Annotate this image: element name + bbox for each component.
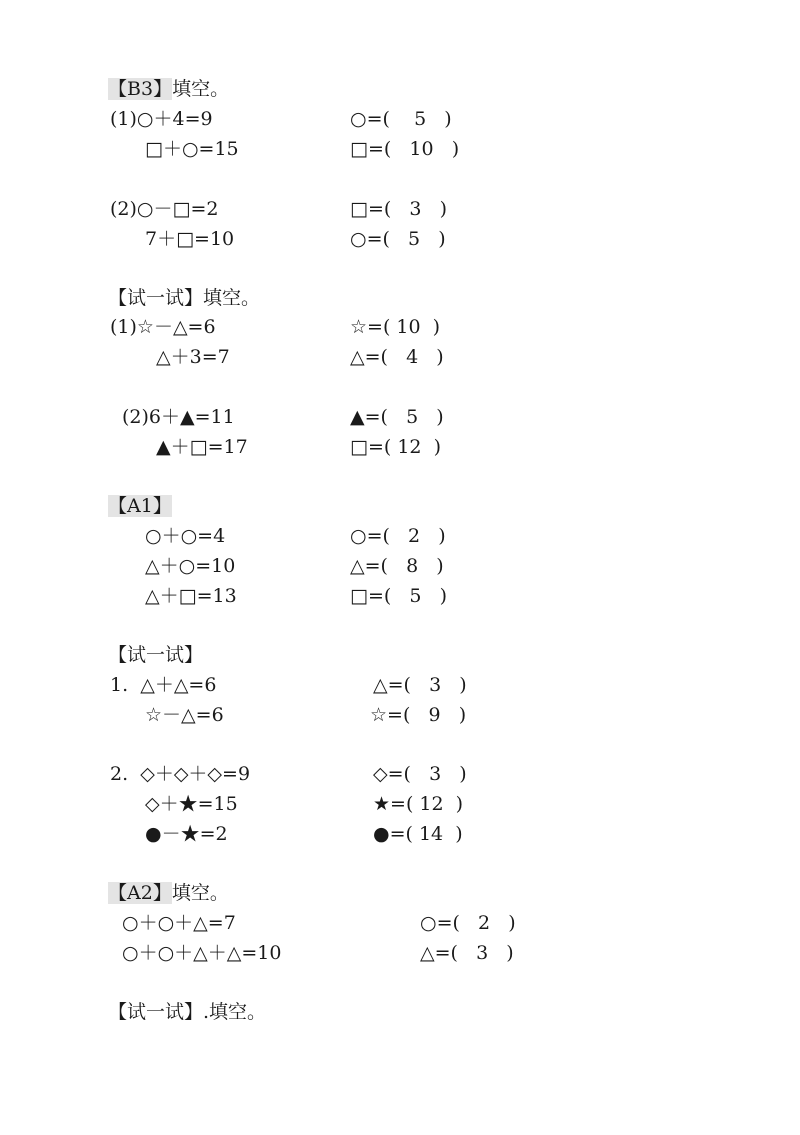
equation: ◇＋★=15 [145, 793, 238, 815]
answer: ○=( 2 ) [420, 912, 516, 934]
equation: △＋○=10 [145, 555, 236, 577]
equation: 7＋□=10 [145, 228, 235, 250]
section-a1-tag [108, 495, 172, 517]
tag-label: A1 [127, 495, 153, 517]
answer: △=( 3 ) [420, 942, 514, 964]
instruction-text: 填空。 [172, 78, 230, 100]
equation: ○＋○＋△＋△=10 [122, 942, 282, 964]
answer: △=( 8 ) [350, 555, 444, 577]
equation: (2)○－□=2 [110, 198, 219, 220]
bracket-open: 【 [108, 495, 128, 517]
bracket-close: 】 [152, 882, 172, 904]
equation: 1. △＋△=6 [110, 674, 217, 696]
section-try1-heading: 【试一试】填空。 [108, 287, 261, 309]
answer: ○=( 5 ) [350, 228, 446, 250]
section-b3-heading [108, 76, 229, 102]
equation: 2. ◇＋◇＋◇=9 [110, 763, 251, 785]
answer: ▲=( 5 ) [350, 406, 444, 428]
equation: △＋3=7 [156, 346, 230, 368]
answer: ○=( 2 ) [350, 525, 446, 547]
answer: ★=( 12 ) [373, 793, 464, 815]
equation: ○＋○＋△=7 [122, 912, 236, 934]
answer: □=( 12 ) [350, 436, 441, 458]
equation: □＋○=15 [145, 138, 239, 160]
bracket-close: 】 [153, 78, 173, 100]
section-try2-heading: 【试一试】 [108, 644, 204, 666]
answer: ☆=( 9 ) [370, 704, 467, 726]
equation: ●－★=2 [145, 823, 228, 845]
section-b3-tag [108, 78, 172, 100]
equation: ▲＋□=17 [156, 436, 248, 458]
bracket-open: 【 [108, 78, 128, 100]
equation: ○＋○=4 [145, 525, 226, 547]
equation: (2)6＋▲=11 [122, 406, 235, 428]
equation: (1)○＋4=9 [110, 108, 213, 130]
answer: ○=( 5 ) [350, 108, 452, 130]
bracket-open: 【 [108, 882, 128, 904]
answer: △=( 3 ) [373, 674, 467, 696]
equation: (1)☆－△=6 [110, 316, 216, 338]
answer: □=( 10 ) [350, 138, 460, 160]
bracket-close: 】 [152, 495, 172, 517]
section-a2-tag [108, 882, 172, 904]
section-a2-heading [108, 880, 229, 906]
answer: □=( 5 ) [350, 585, 448, 607]
section-a1-heading [108, 493, 172, 519]
tag-label: A2 [127, 882, 153, 904]
equation: △＋□=13 [145, 585, 237, 607]
answer: ☆=( 10 ) [350, 316, 441, 338]
instruction-text: 填空。 [171, 882, 229, 904]
answer: ◇=( 3 ) [373, 763, 467, 785]
section-try3-heading: 【试一试】.填空。 [108, 1001, 267, 1023]
equation: ☆－△=6 [145, 704, 224, 726]
answer: □=( 3 ) [350, 198, 448, 220]
tag-label: B3 [127, 78, 154, 100]
answer: ●=( 14 ) [373, 823, 463, 845]
answer: △=( 4 ) [350, 346, 444, 368]
